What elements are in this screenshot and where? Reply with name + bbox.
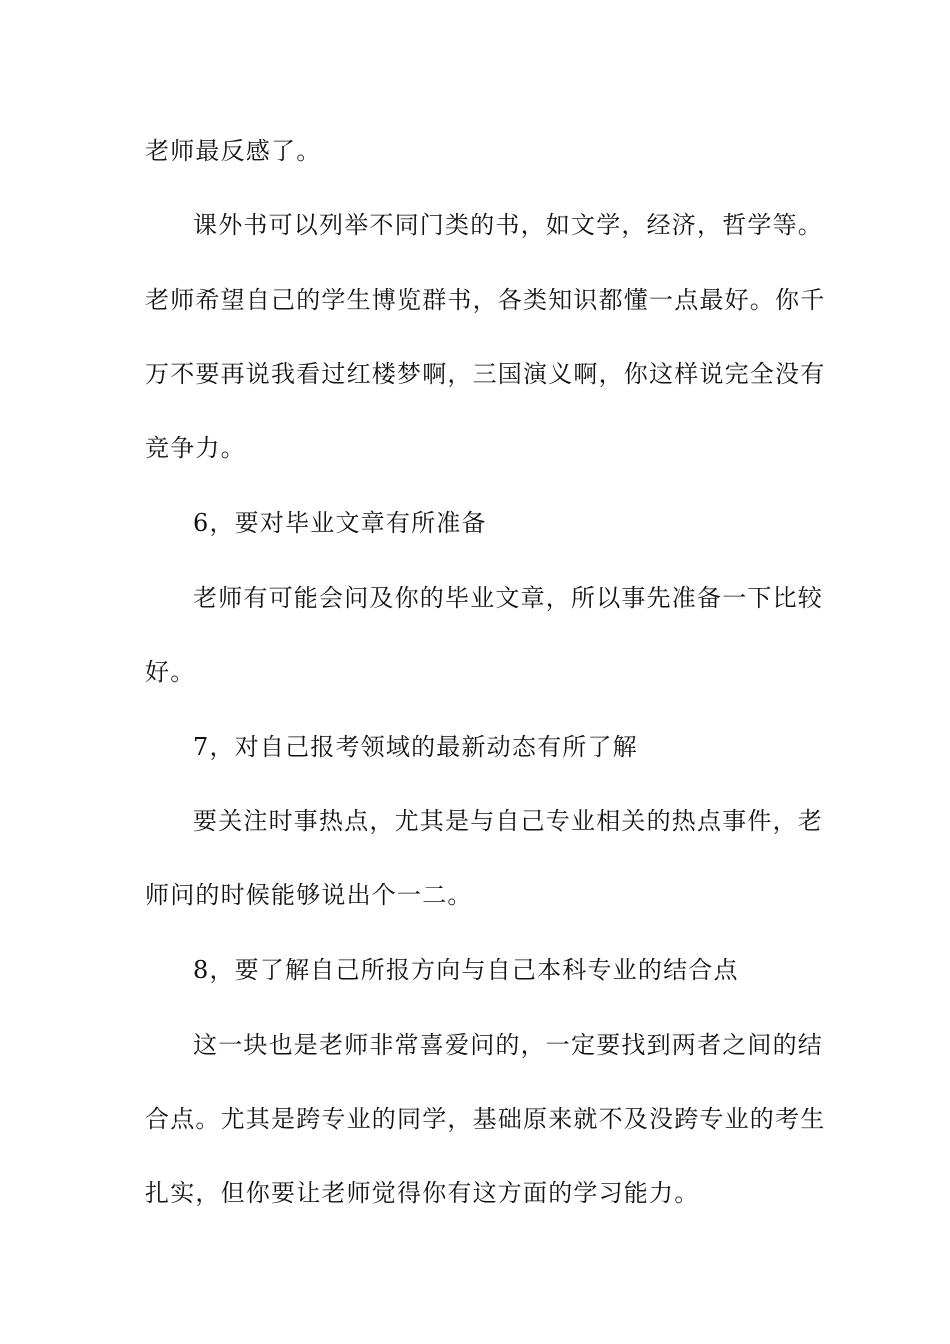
section-heading: 8，要了解自己所报方向与自己本科专业的结合点	[193, 956, 739, 984]
paragraph-line: 要关注时事热点，尤其是与自己专业相关的热点事件，老	[193, 807, 823, 835]
section-heading: 7，对自己报考领域的最新动态有所了解	[193, 733, 638, 761]
paragraph-line: 扎实，但你要让老师觉得你有这方面的学习能力。	[145, 1179, 700, 1207]
section-heading: 6，要对毕业文章有所准备	[193, 509, 487, 537]
paragraph-line: 课外书可以列举不同门类的书，如文学，经济，哲学等。	[193, 211, 823, 239]
paragraph-line: 竞争力。	[145, 434, 246, 462]
paragraph-line: 师问的时候能够说出个一二。	[145, 881, 473, 909]
paragraph-line: 老师希望自己的学生博览群书，各类知识都懂一点最好。你千	[145, 286, 826, 314]
paragraph-line: 合点。尤其是跨专业的同学，基础原来就不及没跨专业的考生	[145, 1105, 826, 1133]
paragraph-line: 这一块也是老师非常喜爱问的，一定要找到两者之间的结	[193, 1031, 823, 1059]
paragraph-line: 好。	[145, 658, 196, 686]
paragraph-line: 老师有可能会问及你的毕业文章，所以事先准备一下比较	[193, 584, 823, 612]
paragraph-line: 万不要再说我看过红楼梦啊，三国演义啊，你这样说完全没有	[145, 360, 826, 388]
paragraph-line: 老师最反感了。	[145, 137, 322, 165]
